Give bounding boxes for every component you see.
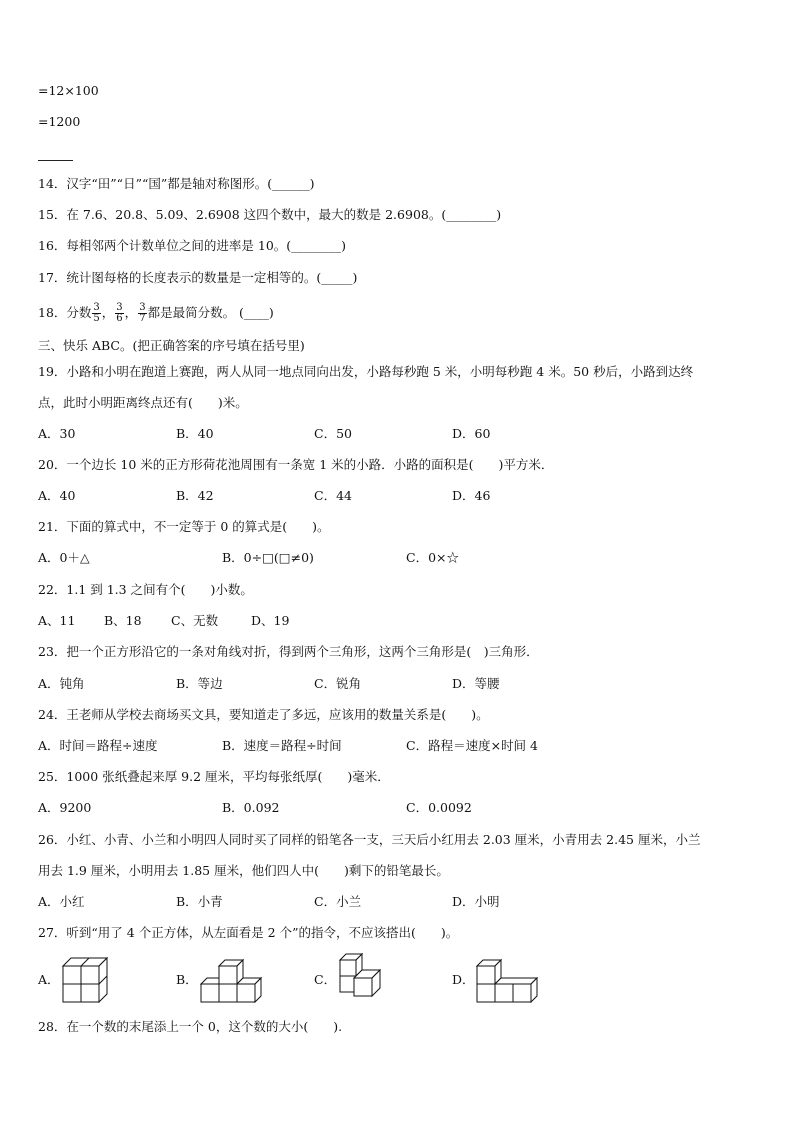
fraction-3-5: $\frac{3}{5}$ xyxy=(93,302,100,324)
q21-option-a[interactable]: A．0＋△ xyxy=(38,550,90,565)
q26-option-b[interactable]: B．小青 xyxy=(176,894,223,909)
q24-option-a[interactable]: A．时间＝路程÷速度 xyxy=(38,738,158,753)
question-15: 15．在 7.6、20.8、5.09、2.6908 这四个数中，最大的数是 2.6908。(________) xyxy=(38,207,502,222)
q20-option-a[interactable]: A．40 xyxy=(38,488,76,503)
q19-option-b[interactable]: B．40 xyxy=(176,426,214,441)
q27-option-b-label[interactable]: B． xyxy=(176,972,198,987)
q20-option-b[interactable]: B．42 xyxy=(176,488,214,503)
q26-option-c[interactable]: C．小兰 xyxy=(314,894,362,909)
q23-option-a[interactable]: A．钝角 xyxy=(38,676,85,691)
question-18: 18．分数 $\frac{3}{5}$ ， $\frac{3}{6}$ ， $\frac{3}{7}$ 都是最简分数。 (____) xyxy=(38,302,274,324)
q19-option-a[interactable]: A．30 xyxy=(38,426,76,441)
section-divider xyxy=(38,160,73,161)
q22-option-d[interactable]: D、19 xyxy=(251,613,290,628)
cube-figure-c[interactable] xyxy=(336,950,386,1006)
question-25: 25．1000 张纸叠起来厚 9.2 厘米，平均每张纸厚( )毫米． xyxy=(38,769,390,784)
q24-option-b[interactable]: B．速度＝路程÷时间 xyxy=(222,738,342,753)
q19-option-c[interactable]: C．50 xyxy=(314,426,352,441)
question-24: 24．王老师从学校去商场买文具，要知道走了多远，应该用的数量关系是( )。 xyxy=(38,707,489,722)
question-20: 20．一个边长 10 米的正方形荷花池周围有一条宽 1 米的小路．小路的面积是( )平方米． xyxy=(38,457,554,472)
question-26-line-1: 26．小红、小青、小兰和小明四人同时买了同样的铅笔各一支，三天后小红用去 2.03 厘米，小青用去 2.45 厘米，小兰 xyxy=(38,832,701,847)
q21-option-c[interactable]: C．0×☆ xyxy=(406,550,459,565)
calc-line-1: =12×100 xyxy=(38,83,99,98)
q27-option-d-label[interactable]: D． xyxy=(452,972,475,987)
question-27: 27．听到“用了 4 个正方体，从左面看是 2 个”的指令，不应该搭出( )。 xyxy=(38,925,459,940)
question-26-line-2: 用去 1.9 厘米，小明用去 1.85 厘米，他们四人中( )剩下的铅笔最长。 xyxy=(38,863,449,878)
q23-option-c[interactable]: C．锐角 xyxy=(314,676,362,691)
q20-option-d[interactable]: D．46 xyxy=(452,488,491,503)
q27-option-a-label[interactable]: A． xyxy=(38,972,60,987)
q23-option-d[interactable]: D．等腰 xyxy=(452,676,500,691)
q22-option-b[interactable]: B、18 xyxy=(104,613,142,628)
cube-figure-d[interactable] xyxy=(474,955,546,1003)
q21-option-b[interactable]: B．0÷□(□≠0) xyxy=(222,550,314,565)
section-3-heading: 三、快乐 ABC。(把正确答案的序号填在括号里) xyxy=(38,338,305,353)
question-14: 14．汉字“田”“日”“国”都是轴对称图形。(______) xyxy=(38,176,315,191)
cube-figure-b[interactable] xyxy=(198,955,266,1003)
question-17: 17．统计图每格的长度表示的数量是一定相等的。(_____) xyxy=(38,270,358,285)
q19-option-d[interactable]: D．60 xyxy=(452,426,491,441)
question-19-line-1: 19．小路和小明在跑道上赛跑，两人从同一地点同向出发，小路每秒跑 5 米，小明每秒跑 4 米。50 秒后，小路到达终 xyxy=(38,364,694,379)
question-28: 28．在一个数的末尾添上一个 0，这个数的大小( ). xyxy=(38,1019,343,1034)
q27-option-c-label[interactable]: C． xyxy=(314,972,337,987)
calc-line-2: =1200 xyxy=(38,114,81,129)
q25-option-b[interactable]: B．0.092 xyxy=(222,800,280,815)
q25-option-c[interactable]: C．0.0092 xyxy=(406,800,472,815)
question-18-suffix: 都是最简分数。 (____) xyxy=(147,305,274,320)
q25-option-a[interactable]: A．9200 xyxy=(38,800,92,815)
question-21: 21．下面的算式中，不一定等于 0 的算式是( )。 xyxy=(38,519,330,534)
fraction-3-6: $\frac{3}{6}$ xyxy=(116,302,123,324)
question-22: 22．1.1 到 1.3 之间有个( )小数。 xyxy=(38,582,253,597)
q26-option-d[interactable]: D．小明 xyxy=(452,894,500,909)
question-18-prefix: 18．分数 xyxy=(38,305,92,320)
q26-option-a[interactable]: A．小红 xyxy=(38,894,85,909)
q22-option-c[interactable]: C、无数 xyxy=(171,613,219,628)
question-16: 16．每相邻两个计数单位之间的进率是 10。(________) xyxy=(38,238,347,253)
question-23: 23．把一个正方形沿它的一条对角线对折，得到两个三角形，这两个三角形是( )三角形． xyxy=(38,644,539,659)
q22-option-a[interactable]: A、11 xyxy=(38,613,76,628)
q24-option-c[interactable]: C．路程＝速度×时间 4 xyxy=(406,738,538,753)
cube-figure-a[interactable] xyxy=(60,955,110,1003)
question-19-line-2: 点，此时小明距离终点还有( )米。 xyxy=(38,395,248,410)
q20-option-c[interactable]: C．44 xyxy=(314,488,352,503)
q23-option-b[interactable]: B．等边 xyxy=(176,676,223,691)
fraction-3-7: $\frac{3}{7}$ xyxy=(139,302,146,324)
